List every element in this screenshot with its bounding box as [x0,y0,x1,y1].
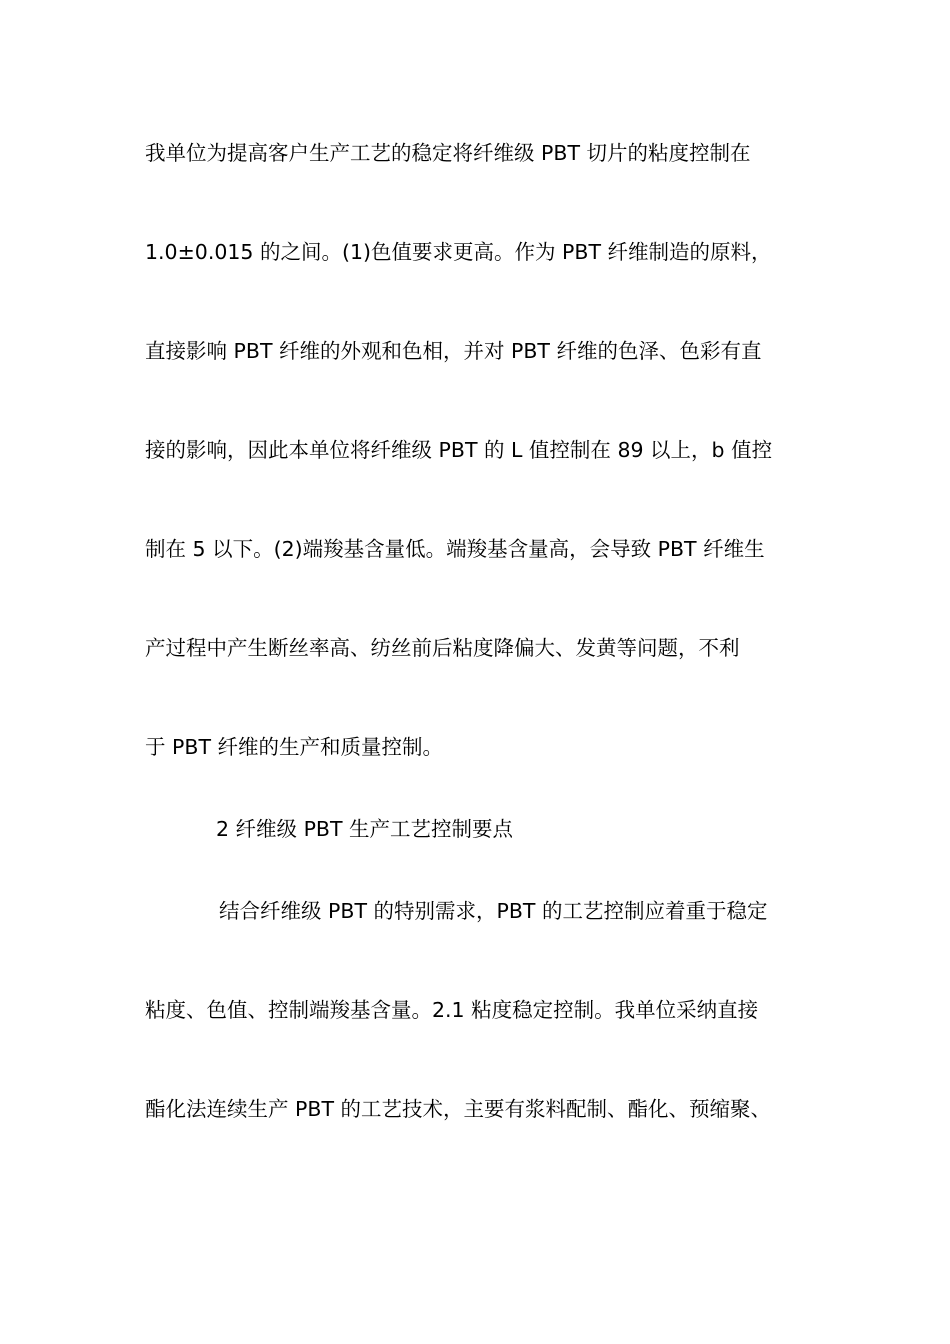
paragraph-line-3: 直接影响 PBT 纤维的外观和色相，并对 PBT 纤维的色泽、色彩有直 [145,339,762,363]
paragraph-line-6: 产过程中产生断丝率高、纺丝前后粘度降偏大、发黄等问题，不利 [145,636,740,660]
section-line-1: 结合纤维级 PBT 的特别需求，PBT 的工艺控制应着重于稳定 [219,899,768,923]
section-heading: 2 纤维级 PBT 生产工艺控制要点 [216,817,514,841]
paragraph-line-2: 1.0±0.015 的之间。(1)色值要求更高。作为 PBT 纤维制造的原料， [145,240,772,264]
paragraph-line-1: 我单位为提高客户生产工艺的稳定将纤维级 PBT 切片的粘度控制在 [145,141,751,165]
paragraph-line-5: 制在 5 以下。(2)端羧基含量低。端羧基含量高，会导致 PBT 纤维生 [145,537,765,561]
paragraph-line-7: 于 PBT 纤维的生产和质量控制。 [145,735,443,759]
section-line-3: 酯化法连续生产 PBT 的工艺技术，主要有浆料配制、酯化、预缩聚、 [145,1097,771,1121]
section-line-2: 粘度、色值、控制端羧基含量。2.1 粘度稳定控制。我单位采纳直接 [145,998,759,1022]
paragraph-line-4: 接的影响，因此本单位将纤维级 PBT 的 L 值控制在 89 以上，b 值控 [145,438,773,462]
